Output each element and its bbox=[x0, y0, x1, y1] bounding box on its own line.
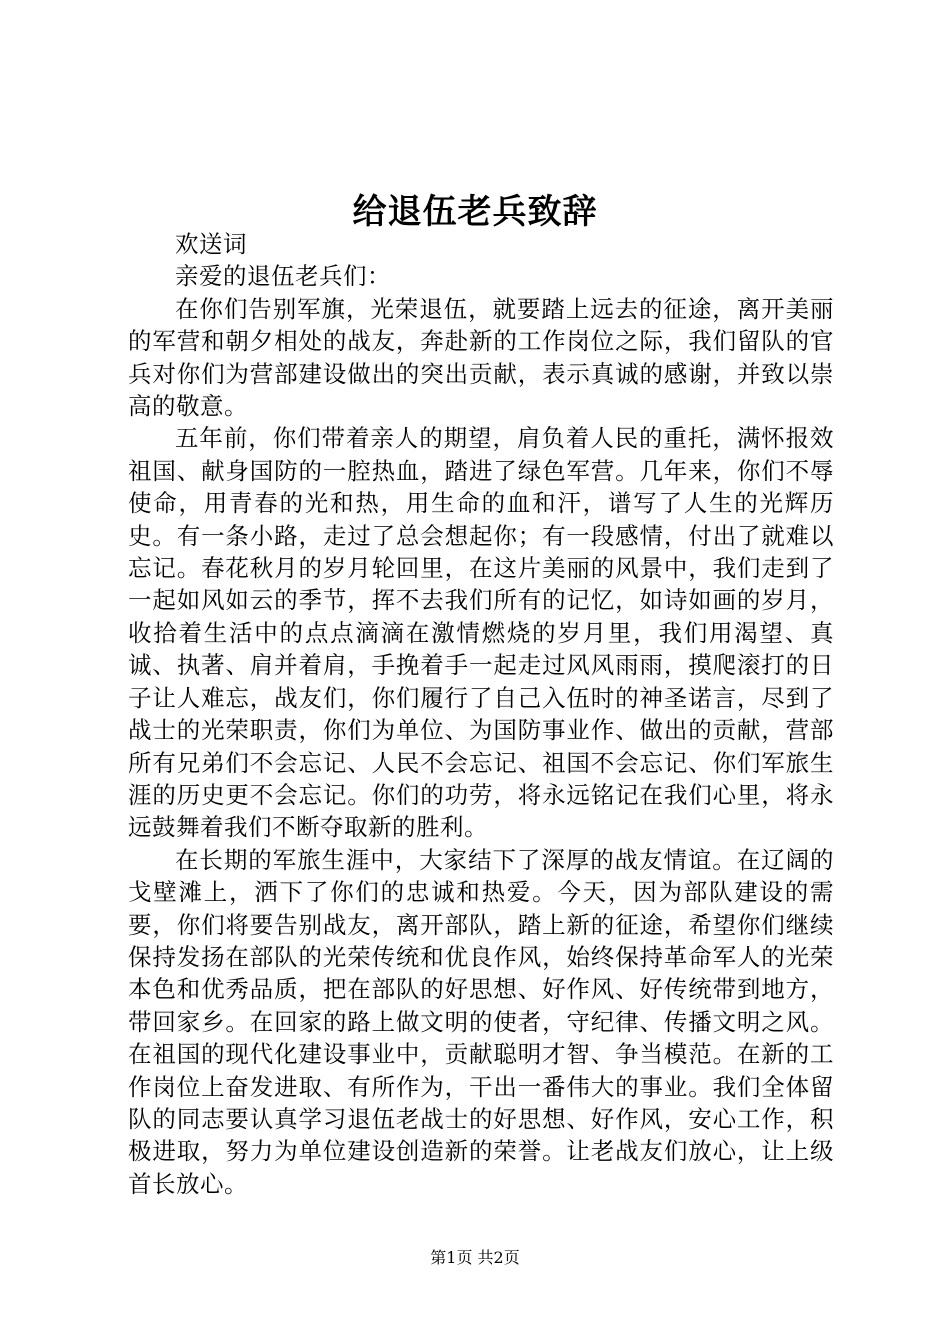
document-title: 给退伍老兵致辞 bbox=[352, 192, 598, 232]
paragraph-1: 在你们告别军旗，光荣退伍，就要踏上远去的征途，离开美丽的军营和朝夕相处的战友，奔赴新的工作岗位之际，我们留队的官兵对你们为营部建设做出的突出贡献，表示真诚的感谢，并致以崇高的敬意。 bbox=[128, 294, 834, 421]
paragraph-heading-farewell: 欢送词 bbox=[175, 230, 247, 258]
paragraph-2: 五年前，你们带着亲人的期望，肩负着人民的重托，满怀报效祖国、献身国防的一腔热血，踏进了绿色军营。几年来，你们不辱使命，用青春的光和热，用生命的血和汗，谱写了人生的光辉历史。有一条小路，走过了总会想起你；有一段感情，付出了就难以忘记。春花秋月的岁月轮回里，在这片美丽的风景中，我们走到了一起如风如云的季节，挥不去我们所有的记忆，如诗如画的岁月，收拾着生活中的点点滴滴在激情燃烧的岁月里，我们用渴望、真诚、执著、肩并着肩，手挽着手一起走过风风雨雨，摸爬滚打的日子让人难忘，战友们，你们履行了自己入伍时的神圣诺言，尽到了战士的光荣职责，你们为单位、为国防事业作、做出的贡献，营部所有兄弟们不会忘记、人民不会忘记、祖国不会忘记、你们军旅生涯的历史更不会忘记。你们的功劳，将永远铭记在我们心里，将永远鼓舞着我们不断夺取新的胜利。 bbox=[128, 424, 834, 842]
paragraph-salutation: 亲爱的退伍老兵们： bbox=[175, 262, 391, 291]
document-body bbox=[128, 228, 834, 1200]
paragraph-3: 在长期的军旅生涯中，大家结下了深厚的战友情谊。在辽阔的戈壁滩上，洒下了你们的忠诚和热爱。今天，因为部队建设的需要，你们将要告别战友，离开部队，踏上新的征途，希望你们继续保持发扬在部队的光荣传统和优良作风，始终保持革命军人的光荣本色和优秀品质，把在部队的好思想、好作风、好传统带到地方，带回家乡。在回家的路上做文明的使者，守纪律、传播文明之风。在祖国的现代化建设事业中，贡献聪明才智、争当模范。在新的工作岗位上奋发进取、有所作为，干出一番伟大的事业。我们全体留队的同志要认真学习退伍老战士的好思想、好作风，安心工作，积极进取，努力为单位建设创造新的荣誉。让老战友们放心，让上级首长放心。 bbox=[128, 845, 834, 1198]
page-number-footer: 第1页 共2页 bbox=[430, 1248, 520, 1267]
